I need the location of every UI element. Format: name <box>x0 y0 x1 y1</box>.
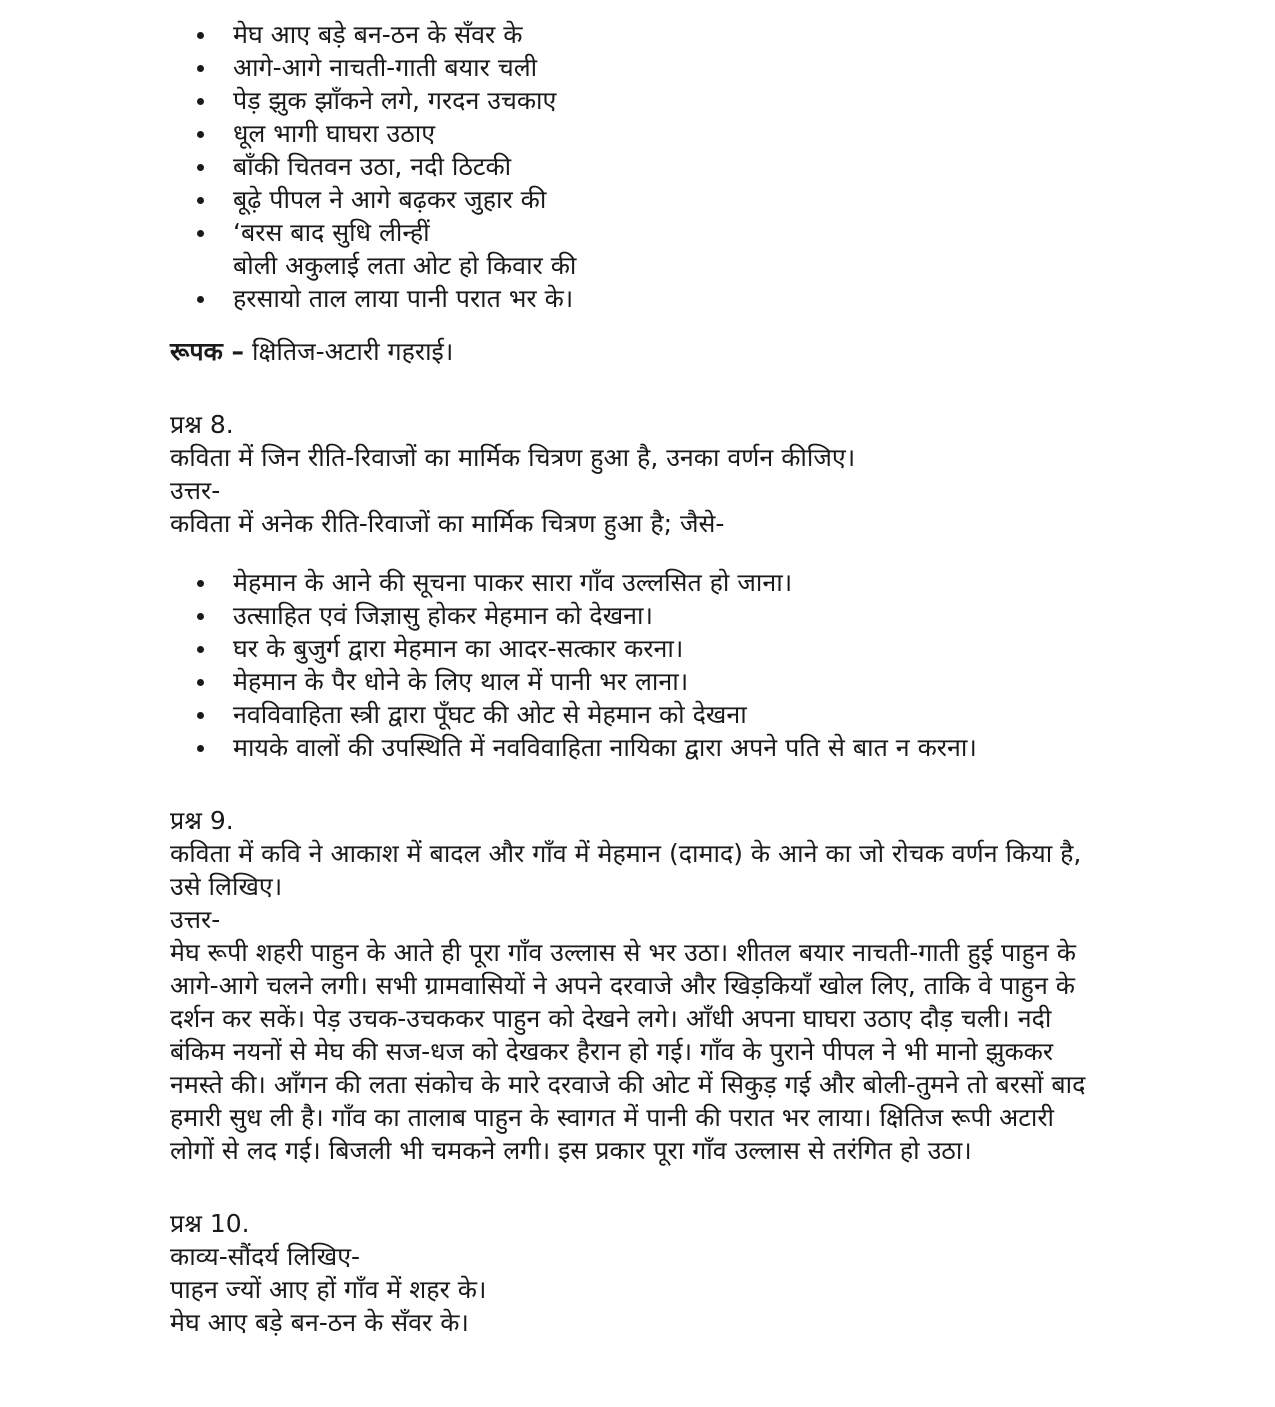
question-8-number: प्रश्न 8. <box>170 410 234 439</box>
list-item <box>170 183 1170 216</box>
list-item-text: मेहमान के आने की सूचना पाकर सारा गाँव उल्लसित हो जाना। <box>233 568 793 597</box>
bullet-icon <box>197 712 204 719</box>
question-9-text <box>170 837 1170 903</box>
bullet-icon <box>197 296 204 303</box>
bullet-icon <box>197 679 204 686</box>
answer-line: लोगों से लद गई। बिजली भी चमकने लगी। इस प्रकार पूरा गाँव उल्लास से तरंगित हो उठा। <box>170 1136 972 1165</box>
question-8-text: कविता में जिन रीति-रिवाजों का मार्मिक चित्रण हुआ है, उनका वर्णन कीजिए। <box>170 443 856 472</box>
bullet-icon <box>197 230 204 237</box>
list-item-text: मेहमान के पैर धोने के लिए थाल में पानी भर लाना। <box>233 667 689 696</box>
answer-line: आगे-आगे चलने लगी। सभी ग्रामवासियों ने अपने दरवाजे और खिड़कियाँ खोल लिए, ताकि वे पाहुन के <box>170 971 1075 1000</box>
question-8-answer-intro: कविता में अनेक रीति-रिवाजों का मार्मिक चित्रण हुआ है; जैसे- <box>170 509 725 538</box>
rupak-line <box>170 335 1170 368</box>
list-item-text: हरसायो ताल लाया पानी परात भर के। <box>233 284 574 313</box>
list-item-text: घर के बुजुर्ग द्वारा मेहमान का आदर-सत्कार करना। <box>233 634 684 663</box>
answer-line: हमारी सुध ली है। गाँव का तालाब पाहुन के स्वागत में पानी की परात भर लाया। क्षितिज रूपी अटारी <box>170 1103 1055 1132</box>
bullet-icon <box>197 32 204 39</box>
question-9-answer-label: उत्तर- <box>170 905 221 934</box>
list-item <box>170 632 1170 665</box>
list-item <box>170 18 1170 51</box>
list-item-text: धूल भागी घाघरा उठाए <box>233 119 436 148</box>
question-9-line: कविता में कवि ने आकाश में बादल और गाँव में मेहमान (दामाद) के आने का जो रोचक वर्णन किया है, <box>170 839 1082 868</box>
list-item <box>170 84 1170 117</box>
question-10-number: प्रश्न 10. <box>170 1209 250 1238</box>
list-item <box>170 599 1170 632</box>
list-item <box>170 51 1170 84</box>
question-9-answer <box>170 936 1170 1167</box>
list-item <box>170 698 1170 731</box>
list-item-text: उत्साहित एवं जिज्ञासु होकर मेहमान को देखना। <box>233 601 653 630</box>
rupak-text: क्षितिज-अटारी गहराई। <box>244 337 454 366</box>
bullet-icon <box>197 65 204 72</box>
bullet-icon <box>197 164 204 171</box>
bullet-icon <box>197 646 204 653</box>
bullet-icon <box>197 580 204 587</box>
answer-line: नमस्ते की। आँगन की लता संकोच के मारे दरवाजे की ओट में सिकुड़ गई और बोली-तुमने तो बरसों बाद <box>170 1070 1086 1099</box>
list-item-text: मायके वालों की उपस्थिति में नवविवाहिता नायिका द्वारा अपने पति से बात न करना। <box>233 733 977 762</box>
bullet-icon <box>197 131 204 138</box>
list-item-text: मेघ आए बड़े बन-ठन के सँवर के <box>233 20 523 49</box>
list-item-continuation: बोली अकुलाई लता ओट हो किवार की <box>233 251 577 280</box>
list-item-text: ‘बरस बाद सुधि लीन्हीं <box>233 218 430 247</box>
poem-line: पाहन ज्यों आए हों गाँव में शहर के। <box>170 1275 487 1304</box>
list-item <box>170 282 1170 315</box>
poem-line: मेघ आए बड़े बन-ठन के सँवर के। <box>170 1308 469 1337</box>
list-item <box>170 150 1170 183</box>
customs-list <box>170 566 1170 764</box>
list-item <box>170 117 1170 150</box>
list-item <box>170 216 1170 282</box>
bullet-icon <box>197 613 204 620</box>
list-item-text: पेड़ झुक झाँकने लगे, गरदन उचकाए <box>233 86 557 115</box>
question-9-number: प्रश्न 9. <box>170 806 234 835</box>
poem-lines-list <box>170 18 1170 315</box>
document-page <box>170 18 1170 1339</box>
list-item-text: बाँकी चितवन उठा, नदी ठिटकी <box>233 152 512 181</box>
answer-line: दर्शन कर सकें। पेड़ उचक-उचककर पाहुन को देखने लगे। आँधी अपना घाघरा उठाए दौड़ चली। नदी <box>170 1004 1052 1033</box>
question-10-text: काव्य-सौंदर्य लिखिए- <box>170 1242 361 1271</box>
bullet-icon <box>197 98 204 105</box>
bullet-icon <box>197 745 204 752</box>
list-item-text: बूढ़े पीपल ने आगे बढ़कर जुहार की <box>233 185 547 214</box>
list-item-text: नवविवाहिता स्त्री द्वारा पूँघट की ओट से मेहमान को देखना <box>233 700 747 729</box>
question-9-line: उसे लिखिए। <box>170 872 283 901</box>
question-8-answer-label: उत्तर- <box>170 476 221 505</box>
list-item-text: आगे-आगे नाचती-गाती बयार चली <box>233 53 538 82</box>
answer-line: मेघ रूपी शहरी पाहुन के आते ही पूरा गाँव उल्लास से भर उठा। शीतल बयार नाचती-गाती हुई पाहुन के <box>170 938 1076 967</box>
list-item <box>170 566 1170 599</box>
bullet-icon <box>197 197 204 204</box>
list-item <box>170 665 1170 698</box>
answer-line: बंकिम नयनों से मेघ की सज-धज को देखकर हैरान हो गई। गाँव के पुराने पीपल ने भी मानो झुककर <box>170 1037 1054 1066</box>
list-item <box>170 731 1170 764</box>
rupak-label: रूपक – <box>170 337 245 366</box>
